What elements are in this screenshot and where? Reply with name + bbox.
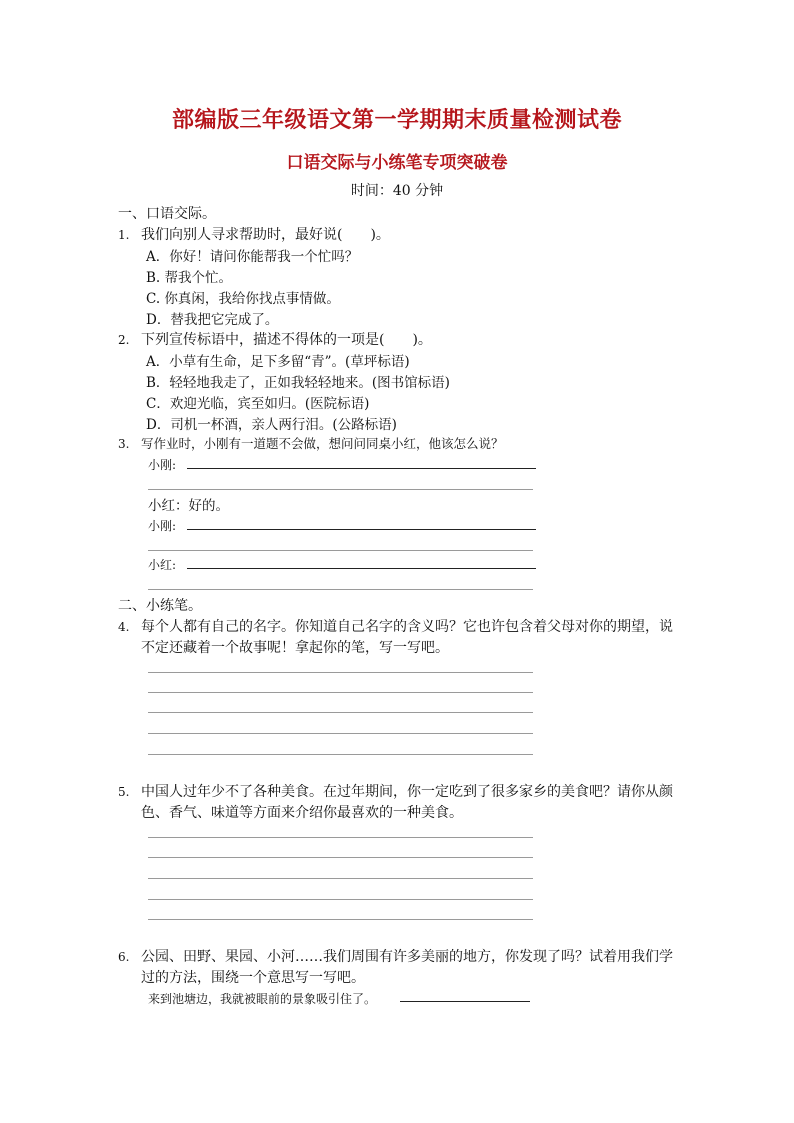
- q2-option-c: C．欢迎光临，宾至如归。(医院标语): [146, 396, 370, 412]
- question-number: 5.: [118, 785, 130, 799]
- writing-line[interactable]: [148, 754, 533, 755]
- writing-line[interactable]: [148, 712, 533, 713]
- question-4-continued: 不定还藏着一个故事呢！拿起你的笔，写一写吧。: [141, 640, 449, 656]
- answer-line[interactable]: [148, 589, 533, 590]
- q1-option-b: B. 帮我个忙。: [146, 270, 233, 286]
- question-6-continued: 过的方法，围绕一个意思写一写吧。: [141, 970, 365, 986]
- dialogue-xiaohong-reply: 小红：好的。: [148, 498, 229, 514]
- question-text: 我们向别人寻求帮助时，最好说( )。: [141, 227, 390, 243]
- question-3: [118, 434, 504, 452]
- answer-line[interactable]: [187, 568, 536, 569]
- writing-line[interactable]: [148, 919, 533, 920]
- dialogue-label-xiaogang: 小刚:: [148, 519, 177, 533]
- writing-line[interactable]: [148, 672, 533, 673]
- writing-line[interactable]: [148, 857, 533, 858]
- q2-option-b: B．轻轻地我走了，正如我轻轻地来。(图书馆标语): [146, 375, 450, 391]
- dialogue-label-xiaohong: 小红:: [148, 558, 177, 572]
- question-number: 1.: [118, 228, 130, 242]
- answer-line[interactable]: [187, 468, 536, 469]
- writing-line[interactable]: [148, 878, 533, 879]
- question-6: [118, 946, 673, 966]
- exam-time: 时间：40 分钟: [350, 183, 444, 199]
- section-heading-oral: 一、口语交际。: [118, 206, 216, 222]
- answer-line[interactable]: [400, 1001, 530, 1002]
- writing-line[interactable]: [148, 899, 533, 900]
- dialogue-label-xiaogang: 小刚:: [148, 458, 177, 472]
- section-heading-writing: 二、小练笔。: [118, 598, 202, 614]
- question-text: 每个人都有自己的名字。你知道自己名字的含义吗？它也许包含着父母对你的期望，说: [141, 619, 673, 635]
- q2-option-d: D．司机一杯酒，亲人两行泪。(公路标语): [146, 417, 397, 433]
- question-number: 6.: [118, 950, 130, 964]
- q1-option-c: C. 你真闲，我给你找点事情做。: [146, 291, 340, 307]
- question-text: 中国人过年少不了各种美食。在过年期间，你一定吃到了很多家乡的美食吧？请你从颜: [141, 784, 673, 800]
- question-number: 3.: [118, 437, 130, 451]
- writing-line[interactable]: [148, 733, 533, 734]
- question-5-continued: 色、香气、味道等方面来介绍你最喜欢的一种美食。: [141, 805, 463, 821]
- q2-option-a: A．小草有生命，足下多留“青”。(草坪标语): [146, 354, 410, 370]
- writing-line[interactable]: [148, 837, 533, 838]
- q1-option-a: A．你好！请问你能帮我一个忙吗？: [146, 249, 359, 265]
- q1-option-d: D．替我把它完成了。: [146, 312, 279, 328]
- answer-line[interactable]: [148, 489, 533, 490]
- answer-line[interactable]: [148, 550, 533, 551]
- question-5: [118, 781, 673, 801]
- question-number: 2.: [118, 333, 130, 347]
- question-text: 写作业时，小刚有一道题不会做，想问问同桌小红，他该怎么说？: [141, 436, 504, 451]
- question-number: 4.: [118, 620, 130, 634]
- question-4: [118, 616, 673, 636]
- exam-title: 部编版三年级语文第一学期期末质量检测试卷: [171, 107, 622, 133]
- question-text: 下列宣传标语中，描述不得体的一项是( )。: [141, 332, 432, 348]
- question-1: [118, 224, 390, 244]
- question-2: [118, 329, 432, 349]
- exam-subtitle: 口语交际与小练笔专项突破卷: [286, 153, 508, 173]
- writing-line[interactable]: [148, 692, 533, 693]
- question-text: 公园、田野、果园、小河……我们周围有许多美丽的地方，你发现了吗？试着用我们学: [141, 949, 673, 965]
- answer-line[interactable]: [187, 529, 536, 530]
- writing-prompt: 来到池塘边，我就被眼前的景象吸引住了。: [148, 992, 377, 1006]
